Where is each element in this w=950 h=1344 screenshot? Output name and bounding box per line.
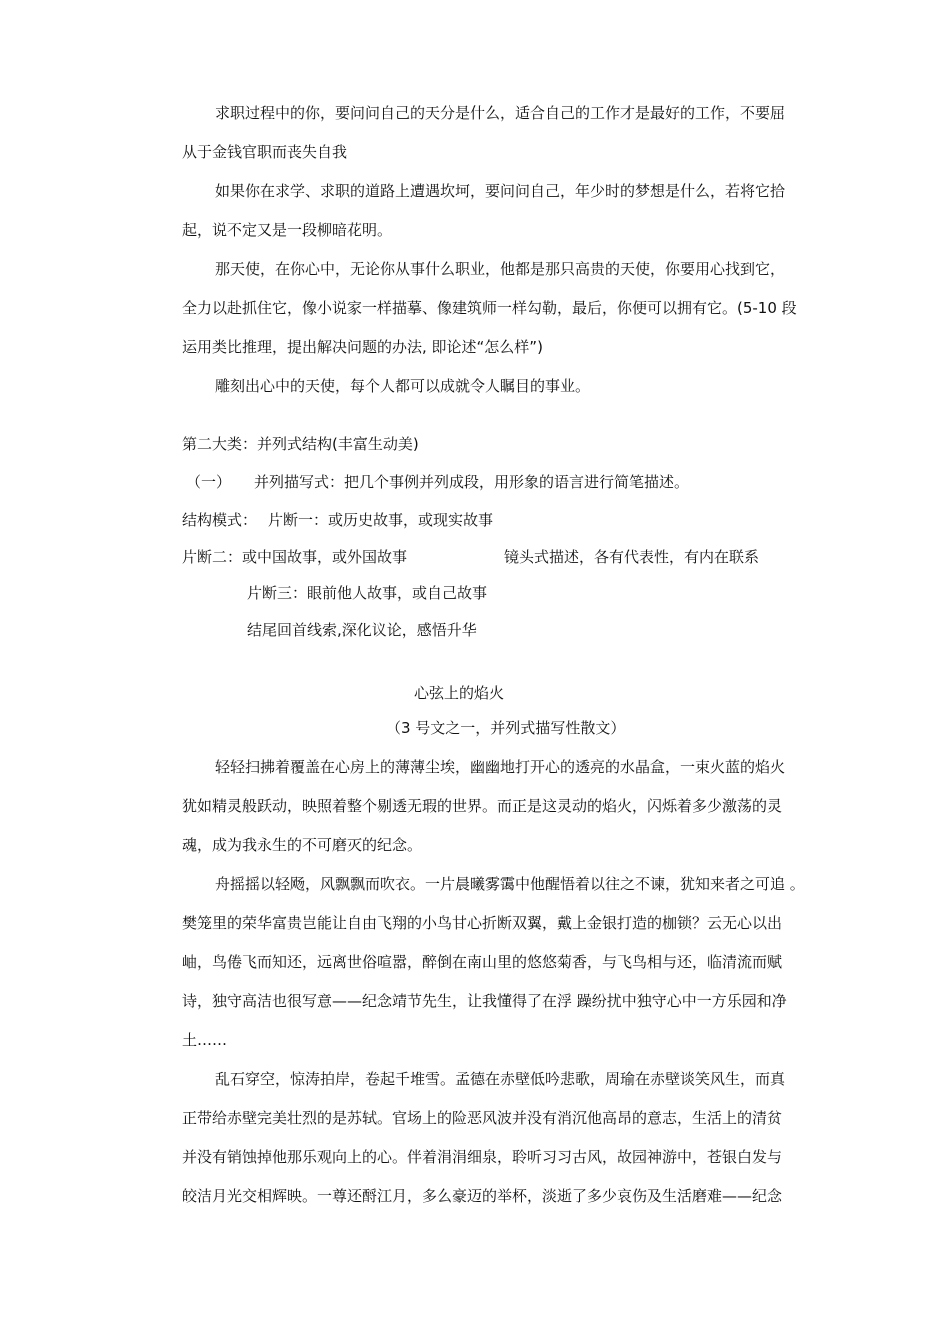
structure-fragment-2: 片断二：或中国故事，或外国故事 [182, 548, 408, 566]
structure-ending: 结尾回首线索,深化议论，感悟升华 [247, 621, 477, 639]
structure-fragment-2-note: 镜头式描述，各有代表性，有内在联系 [504, 548, 760, 566]
essay-line: 乱石穿空，惊涛拍岸，卷起千堆雪。孟德在赤壁低吟悲歌，周瑜在赤壁谈笑风生，而真 [215, 1070, 786, 1088]
essay-line: 魂，成为我永生的不可磨灭的纪念。 [182, 836, 423, 854]
subsection-label: （一） [186, 473, 232, 491]
paragraph-line: 如果你在求学、求职的道路上遭遇坎坷，要问问自己，年少时的梦想是什么，若将它拾 [215, 182, 786, 200]
essay-line: 皎洁月光交相辉映。一尊还酹江月，多么豪迈的举杯，淡逝了多少哀伤及生活磨难——纪念 [182, 1187, 783, 1205]
essay-line: 樊笼里的荣华富贵岂能让自由飞翔的小鸟甘心折断双翼，戴上金银打造的枷锁？云无心以出 [182, 914, 783, 932]
essay-line: 轻轻扫拂着覆盖在心房上的薄薄尘埃，幽幽地打开心的透亮的水晶盒，一束火蓝的焰火 [215, 758, 786, 776]
paragraph-line: 求职过程中的你，要问问自己的天分是什么，适合自己的工作才是最好的工作，不要屈 [215, 104, 786, 122]
paragraph-line: 运用类比推理，提出解决问题的办法, 即论述“怎么样”) [182, 338, 543, 356]
essay-line: 岫，鸟倦飞而知还，远离世俗喧嚣，醉倒在南山里的悠悠菊香，与飞鸟相与还，临清流而赋 [182, 953, 783, 971]
structure-fragment-3: 片断三：眼前他人故事，或自己故事 [247, 584, 488, 602]
paragraph-line: 全力以赴抓住它，像小说家一样描摹、像建筑师一样勾勒，最后，你便可以拥有它。(5-10 段 [182, 299, 797, 317]
essay-line: 并没有销蚀掉他那乐观向上的心。伴着涓涓细泉，聆听习习古风，故园神游中，苍银白发与 [182, 1148, 783, 1166]
structure-mode-label: 结构模式： [182, 511, 258, 529]
essay-line: 正带给赤壁完美壮烈的是苏轼。官场上的险恶风波并没有消沉他高昂的意志，生活上的清贫 [182, 1109, 783, 1127]
essay-line: 诗，独守高洁也很写意——纪念靖节先生，让我懂得了在浮 躁纷扰中独守心中一方乐园和净 [182, 992, 787, 1010]
essay-line: 犹如精灵般跃动，映照着整个剔透无瑕的世界。而正是这灵动的焰火，闪烁着多少激荡的灵 [182, 797, 783, 815]
paragraph-line: 起，说不定又是一段柳暗花明。 [182, 221, 393, 239]
paragraph-line: 雕刻出心中的天使，每个人都可以成就令人瞩目的事业。 [215, 377, 591, 395]
subsection-text: 并列描写式：把几个事例并列成段，用形象的语言进行简笔描述。 [254, 473, 690, 491]
structure-fragment-1: 片断一：或历史故事，或现实故事 [268, 511, 494, 529]
section-heading: 第二大类：并列式结构(丰富生动美) [182, 435, 419, 453]
essay-line: 舟摇摇以轻飏，风飘飘而吹衣。一片晨曦雾霭中他醒悟着以往之不谏，犹知来者之可追 。 [215, 875, 805, 893]
paragraph-line: 从于金钱官职而丧失自我 [182, 143, 348, 161]
paragraph-line: 那天使，在你心中，无论你从事什么职业，他都是那只高贵的天使，你要用心找到它， [215, 260, 786, 278]
essay-subtitle: （3 号文之一，并列式描写性散文） [386, 719, 626, 737]
essay-line: 土…… [182, 1031, 228, 1049]
essay-title: 心弦上的焰火 [414, 684, 505, 702]
